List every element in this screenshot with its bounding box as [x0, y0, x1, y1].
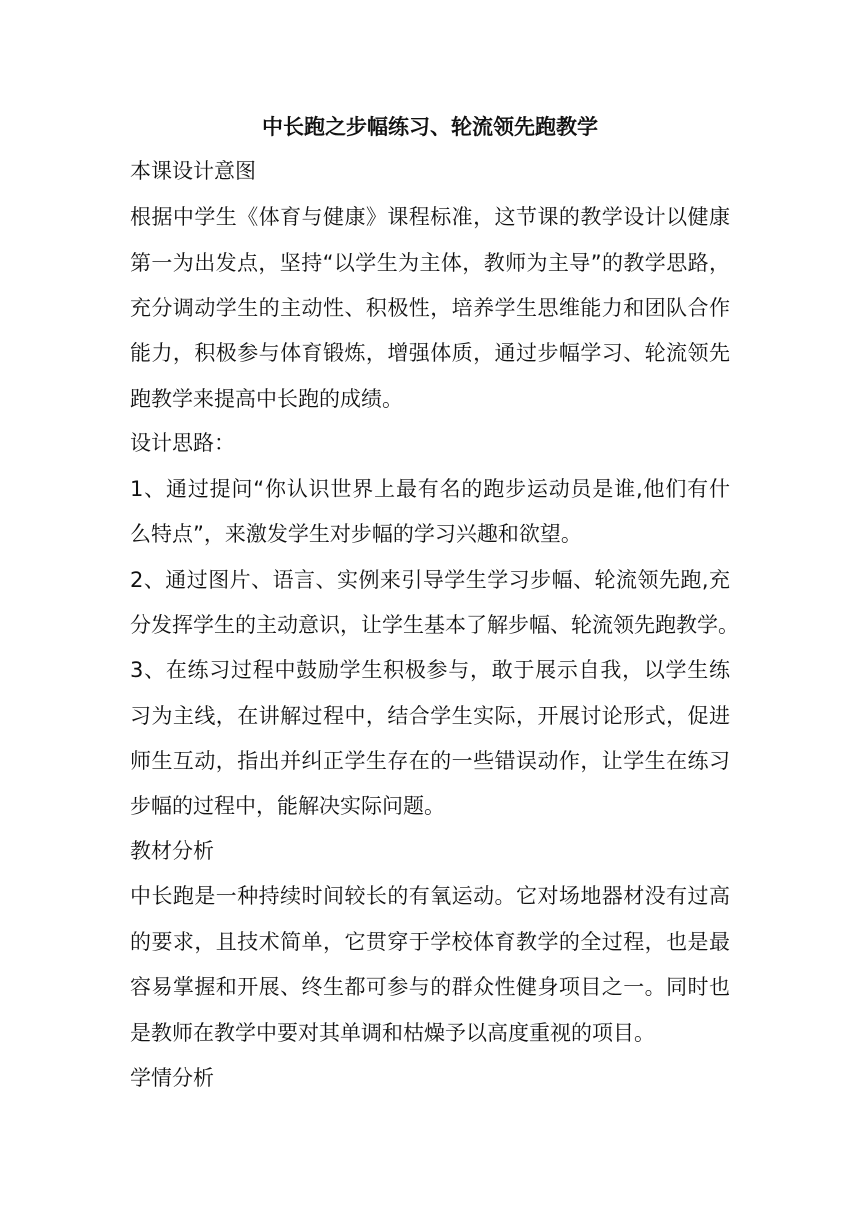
paragraph-line: 2、通过图片、语言、实例来引导学生学习步幅、轮流领先跑,充: [130, 568, 730, 592]
section-heading-design-approach: 设计思路：: [130, 431, 235, 455]
paragraph-line: 根据中学生《体育与健康》课程标准，这节课的教学设计以健康: [130, 205, 730, 229]
paragraph-line: 能力，积极参与体育锻炼，增强体质，通过步幅学习、轮流领先: [130, 341, 730, 365]
paragraph-line: 分发挥学生的主动意识，让学生基本了解步幅、轮流领先跑教学。: [130, 613, 739, 637]
paragraph-line: 的要求，且技术简单，它贯穿于学校体育教学的全过程，也是最: [130, 930, 730, 954]
paragraph-line: 1、通过提问“你认识世界上最有名的跑步运动员是谁,他们有什: [130, 477, 730, 501]
paragraph-line: 是教师在教学中要对其单调和枯燥予以高度重视的项目。: [130, 1021, 655, 1045]
paragraph-line: 师生互动，指出并纠正学生存在的一些错误动作，让学生在练习: [130, 749, 730, 773]
section-heading-design-intent: 本课设计意图: [130, 159, 256, 183]
paragraph-line: 充分调动学生的主动性、积极性，培养学生思维能力和团队合作: [130, 296, 730, 320]
paragraph-line: 么特点”，来激发学生对步幅的学习兴趣和欲望。: [130, 522, 582, 546]
paragraph-line: 步幅的过程中，能解决实际问题。: [130, 794, 445, 818]
document-title: 中长跑之步幅练习、轮流领先跑教学: [262, 115, 598, 139]
paragraph-line: 3、在练习过程中鼓励学生积极参与，敢于展示自我，以学生练: [130, 658, 730, 682]
paragraph-line: 跑教学来提高中长跑的成绩。: [130, 387, 403, 411]
paragraph-line: 容易掌握和开展、终生都可参与的群众性健身项目之一。同时也: [130, 975, 730, 999]
paragraph-line: 中长跑是一种持续时间较长的有氧运动。它对场地器材没有过高: [130, 884, 730, 908]
paragraph-line: 习为主线，在讲解过程中，结合学生实际，开展讨论形式，促进: [130, 704, 730, 728]
section-heading-material-analysis: 教材分析: [130, 839, 214, 863]
paragraph-line: 第一为出发点，坚持“以学生为主体，教师为主导”的教学思路，: [130, 251, 730, 275]
section-heading-student-analysis: 学情分析: [130, 1066, 214, 1090]
